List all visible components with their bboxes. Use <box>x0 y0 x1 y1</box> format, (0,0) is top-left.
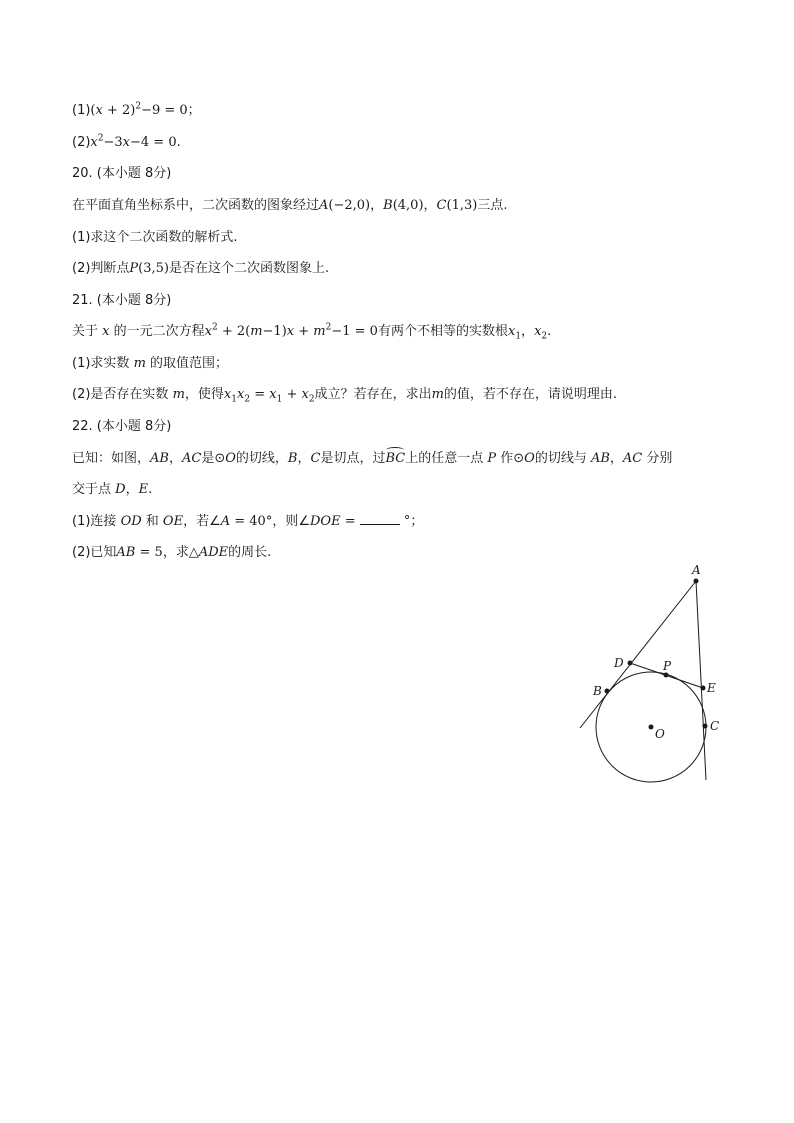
q19-part1-label: (1) <box>72 103 91 118</box>
point-e <box>701 686 706 691</box>
point-o <box>649 725 654 730</box>
label-a: A <box>692 563 701 577</box>
label-d: D <box>614 656 624 670</box>
q22-part1: (1)连接 OD 和 OE，若∠A = 40°，则∠DOE = °； <box>72 514 424 529</box>
q20-header: 20. (本小题 8分) <box>72 166 172 181</box>
q22-part2: (2)已知AB = 5，求△ADE的周长. <box>72 545 272 560</box>
label-e: E <box>707 681 716 695</box>
q21-header: 21. (本小题 8分) <box>72 293 172 308</box>
q21-stem: 关于 x 的一元二次方程$x^2 + 2(m-1)x + m^2-1 = 0$有两个不相等的实数根$x_1$，$x_2$. <box>72 322 552 342</box>
label-c: C <box>710 719 720 733</box>
answer-blank[interactable] <box>360 513 400 525</box>
q22-stem-line1: 已知：如图，AB，AC是⊙O的切线，B，C是切点，过BC上的任意一点 P 作⊙O的切线与 AB，AC 分别 <box>72 451 673 466</box>
q19-part2: $(2)x^2-3x-4 = 0$. <box>72 133 181 150</box>
label-p: P <box>663 659 672 673</box>
line-ab <box>580 581 696 728</box>
q20-stem: 在平面直角坐标系中，二次函数的图象经过A(−2,0)，B(4,0)，C(1,3)三点. <box>72 198 508 213</box>
q22-stem-line2: 交于点 D，E. <box>72 482 153 497</box>
q19-part1: $(1)(x + 2)^2-9 = 0$； <box>72 101 201 118</box>
q21-part2: (2)是否存在实数 m，使得$x_1x_2 = x_1 + x_2$成立？若存在，求出m的值，若不存在，请说明理由. <box>72 387 618 405</box>
point-d <box>628 661 633 666</box>
point-b <box>605 689 610 694</box>
label-o: O <box>655 727 665 741</box>
q20-part2: (2)判断点P(3,5)是否在这个二次函数图象上. <box>72 261 330 276</box>
point-c <box>703 724 708 729</box>
label-b: B <box>593 684 602 698</box>
tangent-circle-figure <box>570 560 750 790</box>
q20-part1: (1)求这个二次函数的解析式. <box>72 230 238 245</box>
q22-header: 22. (本小题 8分) <box>72 419 172 434</box>
point-a <box>694 579 699 584</box>
point-p <box>664 673 669 678</box>
q21-part1: (1)求实数 m 的取值范围； <box>72 356 229 371</box>
